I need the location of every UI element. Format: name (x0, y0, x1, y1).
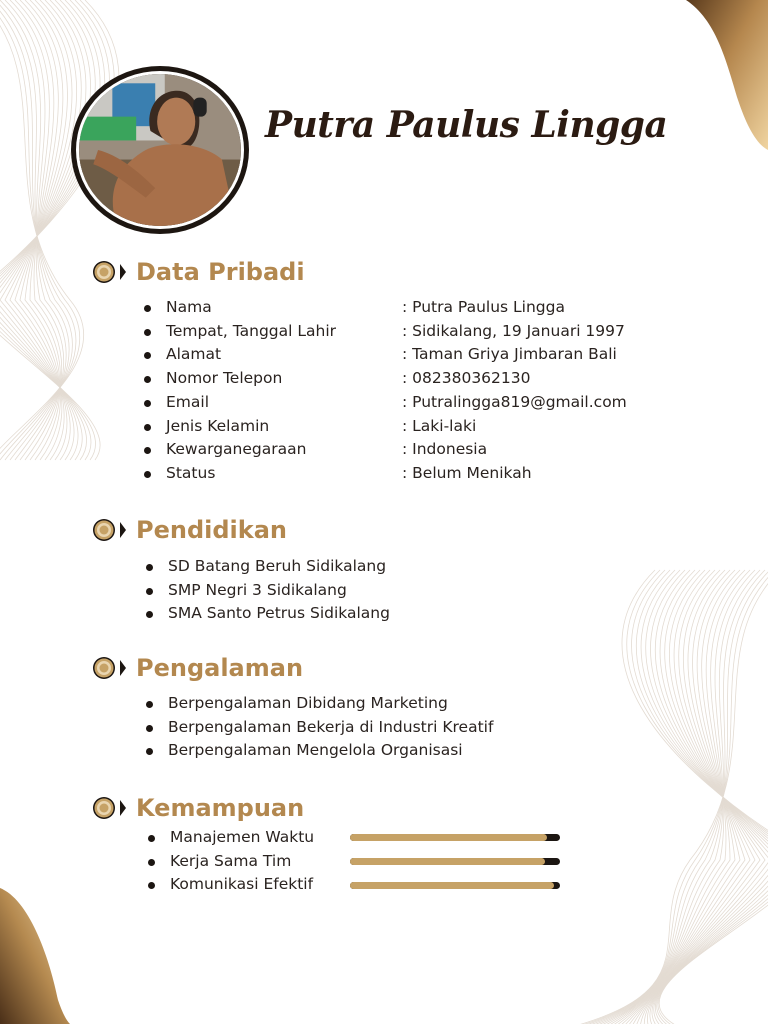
list-item: SD Batang Beruh Sidikalang (146, 555, 390, 579)
list-item: Jenis Kelamin : Laki-laki (144, 415, 627, 439)
section-title-data-pribadi (90, 258, 305, 286)
list-item: SMP Negri 3 Sidikalang (146, 579, 390, 603)
section-title-kemampuan (90, 794, 304, 822)
skill-item: Kerja Sama Tim (148, 850, 560, 874)
list-item: Kewarganegaraan : Indonesia (144, 438, 627, 462)
list-item: SMA Santo Petrus Sidikalang (146, 602, 390, 626)
list-item: Alamat : Taman Griya Jimbaran Bali (144, 343, 627, 367)
list-item: Nomor Telepon : 082380362130 (144, 367, 627, 391)
list-item: Status : Belum Menikah (144, 462, 627, 486)
list-item: Tempat, Tanggal Lahir : Sidikalang, 19 Januari 1997 (144, 320, 627, 344)
list-item: Nama : Putra Paulus Lingga (144, 296, 627, 320)
list-item: Email : Putralingga819@gmail.com (144, 391, 627, 415)
profile-photo-frame (71, 66, 249, 234)
gold-wave-top-right (686, 0, 768, 150)
gold-wave-bottom-left (0, 888, 70, 1024)
list-item: Berpengalaman Dibidang Marketing (146, 692, 493, 716)
candidate-name: Putra Paulus Lingga (265, 104, 668, 146)
section-heading: Data Pribadi (136, 258, 305, 286)
section-bullet-icon (90, 260, 126, 284)
skill-level-bar (350, 882, 560, 889)
skill-level-bar (350, 834, 560, 841)
skill-item: Komunikasi Efektif (148, 873, 560, 897)
list-item: Berpengalaman Mengelola Organisasi (146, 739, 493, 763)
section-title-pengalaman (90, 654, 303, 682)
section-bullet-icon (90, 518, 126, 542)
section-heading: Pengalaman (136, 654, 304, 682)
personal-data-list (144, 296, 627, 486)
section-heading: Pendidikan (136, 516, 288, 544)
experience-list (146, 692, 493, 763)
skill-level-bar (350, 858, 560, 865)
section-bullet-icon (90, 656, 126, 680)
skills-list (148, 826, 560, 897)
section-heading: Kemampuan (136, 794, 305, 822)
section-title-pendidikan (90, 516, 287, 544)
education-list (146, 555, 390, 626)
profile-photo (76, 71, 244, 229)
skill-item: Manajemen Waktu (148, 826, 560, 850)
list-item: Berpengalaman Bekerja di Industri Kreatif (146, 716, 493, 740)
section-bullet-icon (90, 796, 126, 820)
